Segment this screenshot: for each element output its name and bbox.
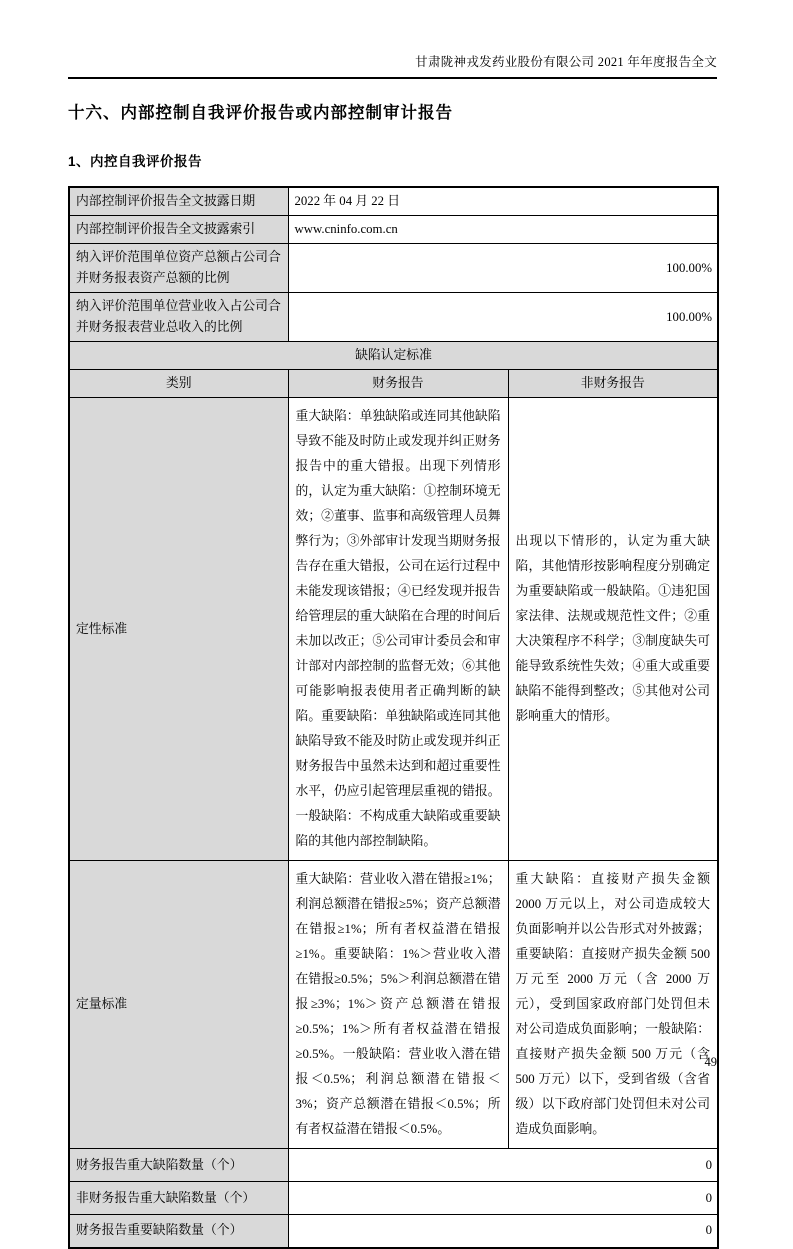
table-row-qualitative-standard [69,398,718,861]
section-title: 十六、内部控制自我评价报告或内部控制审计报告 [68,104,453,122]
table-row-defect-section [69,342,718,370]
internal-control-evaluation-table [68,186,719,1249]
info-value-percent: 100.00% [288,244,718,293]
subsection-title: 1、内控自我评价报告 [68,154,203,169]
info-value-percent: 100.00% [288,293,718,342]
count-label: 财务报告重大缺陷数量（个） [69,1149,288,1182]
count-value: 0 [288,1182,718,1215]
count-value: 0 [288,1215,718,1248]
qualitative-financial-cell: 重大缺陷：单独缺陷或连同其他缺陷导致不能及时防止或发现并纠正财务报告中的重大错报。出现下列情形的，认定为重大缺陷：①控制环境无效；②董事、监事和高级管理人员舞弊行为；③外部审计发现当期财务报告存在重大错报，公司在运行过程中未能发现该错报；④已经发现并报告给管理层的重大缺陷在合理的时间后未加以改正；⑤公司审计委员会和审计部对内部控制的监督无效；⑥其他可能影响报表使用者正确判断的缺陷。重要缺陷：单独缺陷或连同其他缺陷导致不能及时防止或发现并纠正财务报告中虽然未达到和超过重要性水平，仍应引起管理层重视的错报。一般缺陷：不构成重大缺陷或重要缺陷的其他内部控制缺陷。 [288,398,508,861]
table-row-disclosure-date [69,187,718,216]
table-row-disclosure-index [69,216,718,244]
info-label: 纳入评价范围单位资产总额占公司合并财务报表资产总额的比例 [69,244,288,293]
table-row-financial-major-defects [69,1149,718,1182]
info-label: 内部控制评价报告全文披露索引 [69,216,288,244]
info-label: 内部控制评价报告全文披露日期 [69,187,288,216]
info-value-url: www.cninfo.com.cn [288,216,718,244]
count-label: 财务报告重要缺陷数量（个） [69,1215,288,1248]
table-row-asset-ratio [69,244,718,293]
quantitative-financial-cell: 重大缺陷：营业收入潜在错报≥1%；利润总额潜在错报≥5%；资产总额潜在错报≥1%；所有者权益潜在错报≥1%。重要缺陷：1%＞营业收入潜在错报≥0.5%；5%＞利润总额潜在错报≥3%；1%＞资产总额潜在错报≥0.5%；1%＞所有者权益潜在错报≥0.5%。一般缺陷：营业收入潜在错报＜0.5%；利润总额潜在错报＜3%；资产总额潜在错报＜0.5%；所有者权益潜在错报＜0.5%。 [288,861,508,1149]
quantitative-non-financial-cell: 重大缺陷：直接财产损失金额 2000 万元以上，对公司造成较大负面影响并以公告形式对外披露；重要缺陷：直接财产损失金额 500 万元至 2000 万元（含 2000 万元），受到国家政府部门处罚但未对公司造成负面影响；一般缺陷：直接财产损失金额 500 万元（含 500 万元）以下，受到省级（含省级）以下政府部门处罚但未对公司造成负面影响。 [508,861,718,1149]
info-label: 纳入评价范围单位营业收入占公司合并财务报表营业总收入的比例 [69,293,288,342]
info-value: 2022 年 04 月 22 日 [288,187,718,216]
category-cell: 定量标准 [69,861,288,1149]
column-header-financial: 财务报告 [288,370,508,398]
count-label: 非财务报告重大缺陷数量（个） [69,1182,288,1215]
table-row-revenue-ratio [69,293,718,342]
page-header [68,0,717,79]
category-cell: 定性标准 [69,398,288,861]
table-row-quantitative-standard [69,861,718,1149]
table-row-defect-headers [69,370,718,398]
table-row-financial-important-defects [69,1215,718,1248]
table-row-non-financial-major-defects [69,1182,718,1215]
page-number: 49 [704,1055,717,1069]
column-header-non-financial: 非财务报告 [508,370,718,398]
column-header-category: 类别 [69,370,288,398]
count-value: 0 [288,1149,718,1182]
qualitative-non-financial-cell: 出现以下情形的，认定为重大缺陷，其他情形按影响程度分别确定为重要缺陷或一般缺陷。①违犯国家法律、法规或规范性文件；②重大决策程序不科学；③制度缺失可能导致系统性失效；④重大或重要缺陷不能得到整改；⑤其他对公司影响重大的情形。 [508,398,718,861]
defect-section-header: 缺陷认定标准 [69,342,718,370]
page-header-text: 甘肃陇神戎发药业股份有限公司 2021 年年度报告全文 [415,55,717,69]
